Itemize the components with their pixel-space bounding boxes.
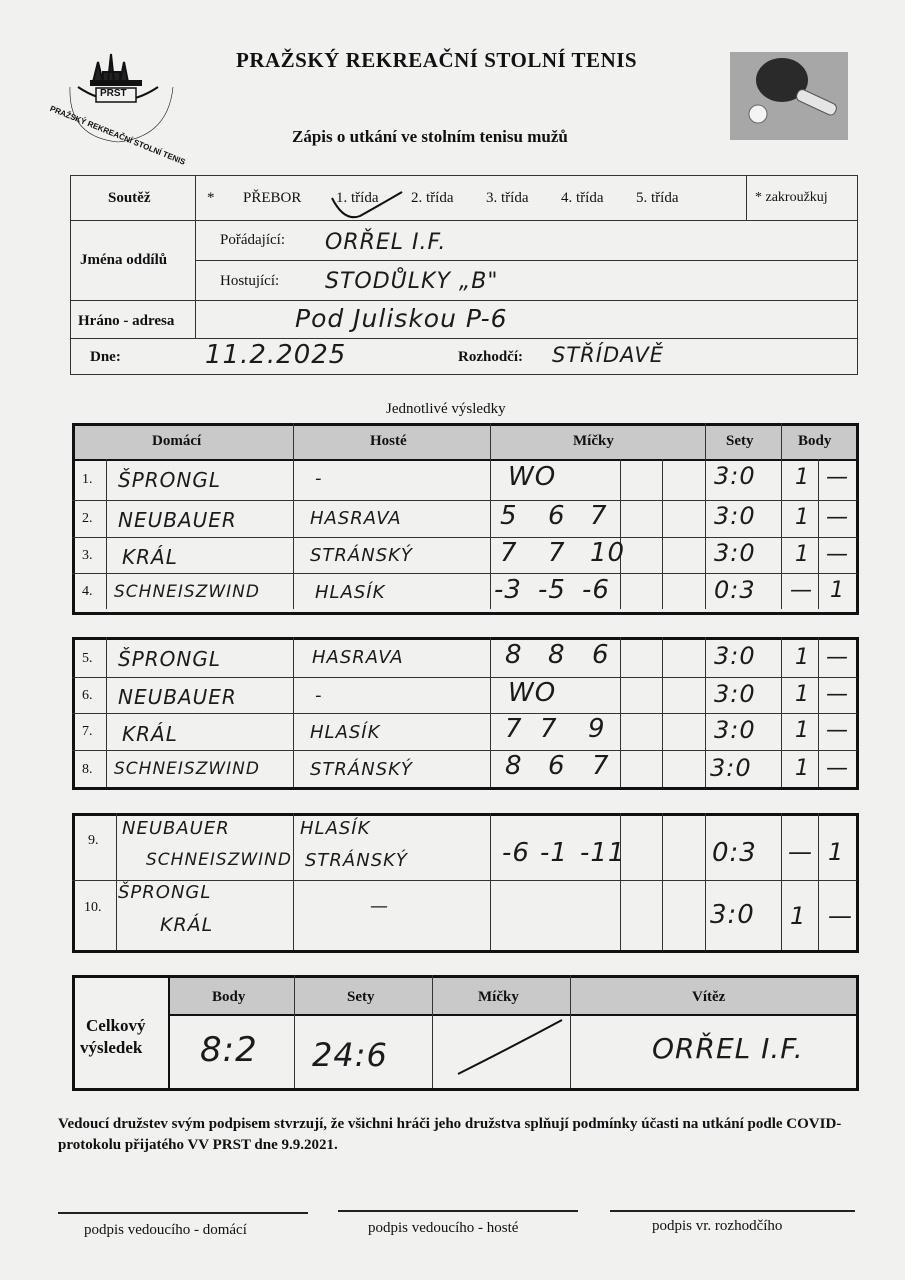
- points-home: 1: [795, 542, 810, 567]
- balls-1: 8: [505, 751, 523, 781]
- balls-2: -5: [538, 575, 566, 605]
- home-player-1: NEUBAUER: [122, 818, 230, 839]
- dne-label: Dne:: [90, 349, 121, 365]
- balls-2: -1: [540, 838, 568, 868]
- balls-3: 9: [588, 714, 606, 744]
- balls-2: 7: [540, 714, 558, 744]
- points-home: 1: [795, 718, 810, 743]
- summary-header-sety: Sety: [347, 989, 375, 1005]
- points-guest: 1: [830, 578, 845, 603]
- class-4: 4. třída: [561, 190, 604, 206]
- home-player: SCHNEISZWIND: [114, 582, 260, 602]
- guest-player: STRÁNSKÝ: [310, 759, 413, 780]
- home-player-2: SCHNEISZWIND: [146, 850, 292, 870]
- hrano-value: Pod Juliskou P-6: [295, 304, 508, 333]
- balls-3: -11: [580, 838, 626, 868]
- class-5: 5. třída: [636, 190, 679, 206]
- signature-referee: podpis vr. rozhodčího: [652, 1218, 783, 1234]
- guest-player-2: STRÁNSKÝ: [305, 850, 408, 871]
- balls-3: -6: [582, 575, 610, 605]
- home-player: ŠPRONGL: [118, 468, 221, 492]
- balls-1: 8: [505, 640, 523, 670]
- table-tennis-image: [730, 52, 848, 140]
- points-guest: —: [826, 645, 849, 670]
- rozhodci-value: STŘÍDAVĚ: [552, 343, 665, 367]
- summary-sety: 24:6: [312, 1036, 388, 1074]
- header-hoste: Hosté: [370, 433, 407, 449]
- balls-3: 7: [590, 501, 608, 531]
- summary-label-1: Celkový: [86, 1016, 146, 1035]
- points-home: 1: [795, 465, 810, 490]
- summary-vitez: ORŘEL I.F.: [652, 1032, 804, 1065]
- points-home: 1: [795, 756, 810, 781]
- points-guest: —: [826, 756, 849, 781]
- match-number: 1.: [82, 472, 93, 487]
- sets: 3:0: [714, 539, 756, 567]
- match-number: 8.: [82, 762, 93, 777]
- logo-text: PRST: [100, 88, 127, 99]
- summary-header-vitez: Vítěz: [692, 989, 726, 1005]
- guest-player: HLASÍK: [315, 582, 386, 603]
- results-caption: Jednotlivé výsledky: [386, 401, 506, 417]
- balls-1: -6: [502, 838, 530, 868]
- home-player: NEUBAUER: [118, 685, 237, 709]
- hostujici-value: STODŮLKY „B": [325, 269, 499, 294]
- points-home: —: [788, 838, 813, 866]
- summary-header-body: Body: [212, 989, 246, 1005]
- balls-2: 7: [548, 538, 566, 568]
- points-home: 1: [795, 682, 810, 707]
- points-guest: —: [828, 902, 853, 930]
- match-number: 7.: [82, 724, 93, 739]
- points-guest: —: [826, 718, 849, 743]
- logo-ring-text: PRAŽSKÝ REKREAČNÍ STOLNÍ TENIS: [48, 104, 187, 167]
- balls-1: WO: [508, 462, 557, 492]
- home-player: SCHNEISZWIND: [114, 759, 260, 779]
- sets: 3:0: [714, 716, 756, 744]
- poradajici-value: ORŘEL I.F.: [325, 230, 447, 255]
- balls-1: 7: [500, 538, 518, 568]
- points-home: 1: [790, 902, 807, 930]
- class-2: 2. třída: [411, 190, 454, 206]
- sets: 0:3: [714, 576, 756, 604]
- balls-3: 7: [592, 751, 610, 781]
- sets: 3:0: [714, 642, 756, 670]
- guest-player-1: —: [370, 896, 389, 917]
- balls-1: 7: [505, 714, 523, 744]
- match-number: 10.: [84, 900, 102, 915]
- header-micky: Míčky: [573, 433, 614, 449]
- sets: 3:0: [714, 680, 756, 708]
- points-guest: 1: [828, 838, 845, 866]
- guest-player: -: [315, 468, 323, 489]
- points-home: 1: [795, 505, 810, 530]
- summary-body: 8:2: [200, 1030, 258, 1070]
- guest-player: STRÁNSKÝ: [310, 545, 413, 566]
- guest-player: HASRAVA: [312, 647, 404, 668]
- balls-3: 6: [592, 640, 610, 670]
- signature-guest: podpis vedoucího - hosté: [368, 1220, 519, 1236]
- balls-1: 5: [500, 501, 518, 531]
- points-guest: —: [826, 465, 849, 490]
- home-player: ŠPRONGL: [118, 647, 221, 671]
- match-number: 9.: [88, 833, 99, 848]
- points-home: —: [790, 578, 813, 603]
- balls-2: 6: [548, 501, 566, 531]
- dne-value: 11.2.2025: [205, 340, 347, 370]
- signature-home: podpis vedoucího - domácí: [84, 1222, 247, 1238]
- summary-header-micky: Míčky: [478, 989, 519, 1005]
- balls-1: WO: [508, 678, 557, 708]
- match-number: 3.: [82, 548, 93, 563]
- prst-logo: [48, 42, 188, 167]
- home-player: KRÁL: [122, 722, 178, 746]
- home-player: NEUBAUER: [118, 508, 237, 532]
- header-domaci: Domácí: [152, 433, 202, 449]
- class-prebor: PŘEBOR: [243, 190, 302, 206]
- header-sety: Sety: [726, 433, 754, 449]
- balls-3: 10: [590, 538, 626, 568]
- summary-micky-line: [450, 1018, 570, 1083]
- home-player-2: KRÁL: [160, 914, 214, 936]
- summary-label-2: výsledek: [80, 1038, 143, 1057]
- points-guest: —: [826, 542, 849, 567]
- poradajici-label: Pořádající:: [220, 232, 285, 248]
- sets: 3:0: [710, 754, 752, 782]
- points-home: 1: [795, 645, 810, 670]
- zakrouzkuj-note: * zakroužkuj: [755, 190, 828, 205]
- match-number: 4.: [82, 584, 93, 599]
- guest-player: -: [315, 685, 323, 706]
- sets: 3:0: [714, 462, 756, 490]
- page-subtitle: Zápis o utkání ve stolním tenisu mužů: [292, 127, 568, 146]
- balls-2: 8: [548, 640, 566, 670]
- guest-player: HASRAVA: [310, 508, 402, 529]
- guest-player-1: HLASÍK: [300, 818, 371, 839]
- hostujici-label: Hostující:: [220, 273, 280, 289]
- checkmark-icon: [326, 188, 406, 227]
- home-player-1: ŠPRONGL: [118, 882, 212, 903]
- sets: 3:0: [710, 900, 755, 930]
- header-body: Body: [798, 433, 832, 449]
- sets: 0:3: [712, 838, 757, 868]
- jmena-label: Jména oddílů: [80, 252, 168, 268]
- page-title: PRAŽSKÝ REKREAČNÍ STOLNÍ TENIS: [236, 48, 638, 72]
- class-3: 3. třída: [486, 190, 529, 206]
- hrano-label: Hráno - adresa: [78, 313, 175, 329]
- covid-note: Vedoucí družstev svým podpisem stvrzují, že všichni hráči jeho družstva splňují podmínky účasti na utkání podle COVID-protokolu přijatého VV PRST dne 9.9.2021.: [58, 1116, 842, 1153]
- soutez-label: Soutěž: [108, 190, 151, 206]
- soutez-star: *: [207, 190, 215, 206]
- class-1: 1. třída: [336, 190, 379, 206]
- match-number: 2.: [82, 511, 93, 526]
- match-number: 5.: [82, 651, 93, 666]
- guest-player: HLASÍK: [310, 722, 381, 743]
- balls-1: -3: [494, 575, 522, 605]
- sets: 3:0: [714, 502, 756, 530]
- home-player: KRÁL: [122, 545, 178, 569]
- points-guest: —: [826, 505, 849, 530]
- match-number: 6.: [82, 688, 93, 703]
- balls-2: 6: [548, 751, 566, 781]
- points-guest: —: [826, 682, 849, 707]
- rozhodci-label: Rozhodčí:: [458, 349, 523, 365]
